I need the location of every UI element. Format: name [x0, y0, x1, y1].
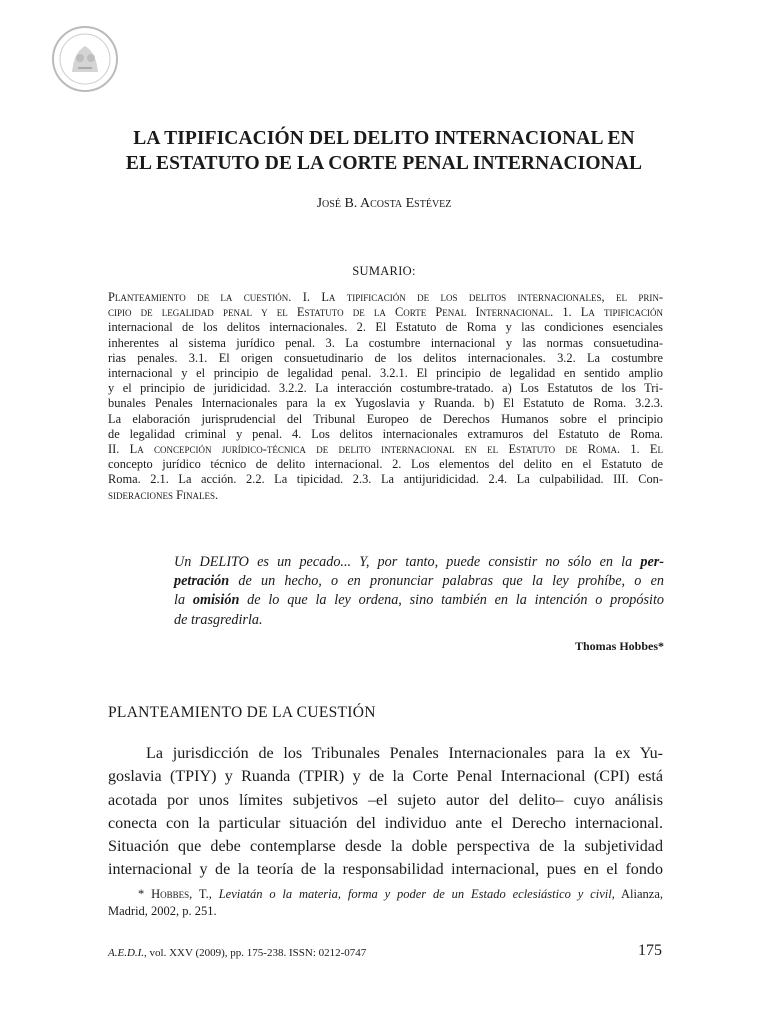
sumario-line: bunales Penales Internacionales para la ex Yugoslavia y Ruanda. b) El Estatuto de Roma. 3.2.3. — [108, 396, 663, 411]
sumario-line: La elaboración jurisprudencial del Tribunal Europeo de Derechos Humanos sobre el principio — [108, 411, 663, 426]
epigraph-emphasis: omisión — [192, 592, 240, 609]
section-heading: PLANTEAMIENTO DE LA CUESTIÓN — [108, 704, 376, 721]
footnote-publisher: , Alianza, — [611, 887, 663, 901]
epigraph-line — [174, 572, 664, 591]
article-title — [80, 126, 688, 176]
title-line-2: EL ESTATUTO DE LA CORTE PENAL INTERNACIONAL — [125, 153, 643, 174]
body-line: Situación que debe contemplarse desde la doble perspectiva de la subjetividad — [108, 838, 663, 856]
title-line-1: LA TIPIFICACIÓN DEL DELITO INTERNACIONAL EN — [133, 128, 635, 149]
epigraph-quote — [174, 553, 664, 630]
body-line: acotada por unos límites subjetivos –el sujeto autor del delito– cuyo análisis — [108, 791, 663, 809]
body-line: goslavia (TPIY) y Ruanda (TPIR) y de la Corte Penal Internacional (CPI) está — [108, 768, 663, 786]
body-paragraph — [108, 742, 663, 882]
footnote-line — [108, 886, 663, 903]
body-line: internacional y de la teoría de la responsabilidad internacional, pues en el fondo — [108, 861, 663, 879]
epigraph-emphasis: petración — [174, 573, 230, 590]
university-seal-icon — [50, 24, 120, 94]
epigraph-emphasis: per- — [640, 554, 664, 570]
journal-citation — [108, 947, 366, 959]
epigraph-text: de un hecho, o en pronunciar palabras que la ley prohíbe, o en — [229, 573, 664, 590]
footnote-line: Madrid, 2002, p. 251. — [108, 904, 217, 918]
epigraph-line — [174, 591, 664, 610]
sumario-line: Planteamiento de la cuestión. I. La tipificación de los delitos internacionales, el prin- — [108, 290, 663, 304]
footnote — [108, 886, 663, 920]
sumario-line: inherentes al sistema jurídico penal. 3. La costumbre internacional y las normas consuetudina- — [108, 335, 663, 350]
epigraph-line — [174, 553, 664, 572]
epigraph-text: la — [174, 592, 193, 609]
sumario-line: de legalidad criminal y penal. 4. Los delitos internacionales extramuros del Estatuto de Roma. — [108, 426, 663, 441]
footnote-work-title: Leviatán o la materia, forma y poder de un Estado eclesiástico y civil — [218, 887, 612, 901]
sumario-line: Roma. 2.1. La acción. 2.2. La tipicidad. 2.3. La antijuridicidad. 2.4. La culpabilidad. III. Con- — [108, 472, 663, 487]
epigraph-text: de lo que la ley ordena, sino también en la intención o propósito — [239, 592, 664, 609]
sumario-line: rias penales. 3.1. El origen consuetudinario de los delitos internacionales. 3.2. La costumbre — [108, 350, 663, 365]
journal-details: , vol. XXV (2009), pp. 175-238. ISSN: 0212-0747 — [144, 947, 367, 959]
epigraph-line: de trasgredirla. — [174, 611, 263, 628]
sumario-line: cipio de legalidad penal y el Estatuto de la Corte Penal Internacional. 1. La tipificación — [108, 305, 663, 320]
author-name: José B. Acosta Estévez — [316, 196, 452, 211]
sumario-line: concepto jurídico técnico de delito internacional. 2. Los elementos del delito en el Estatuto de — [108, 457, 663, 472]
epigraph-text: Un DELITO es un pecado... Y, por tanto, puede consistir no sólo en la — [174, 554, 641, 570]
sumario-line: internacional de los delitos internacionales. 2. El Estatuto de Roma y las condiciones esenciales — [108, 320, 663, 335]
body-line: La jurisdicción de los Tribunales Penales Internacionales para la ex Yu- — [146, 745, 663, 762]
footnote-author: * Hobbes, T., — [138, 887, 219, 901]
sumario-line: y el principio de juridicidad. 3.2.2. La interacción costumbre-tratado. a) Los Estatutos de los Tri- — [108, 381, 663, 396]
epigraph-author: Thomas Hobbes* — [574, 639, 664, 653]
sumario-text — [108, 290, 663, 503]
body-line: conecta con la particular situación del individuo ante el Derecho internacional. — [108, 814, 663, 832]
page-number: 175 — [638, 942, 662, 959]
sumario-line: II. La concepción jurídico-técnica de delito internacional en el Estatuto de Roma. 1. El — [108, 442, 663, 457]
sumario-heading: SUMARIO: — [352, 264, 416, 278]
journal-name: A.E.D.I. — [108, 947, 145, 959]
sumario-line: sideraciones Finales. — [108, 487, 219, 502]
sumario-line: internacional y el principio de legalidad penal. 3.2.1. El principio de legalidad en sentido amplio — [108, 366, 663, 381]
